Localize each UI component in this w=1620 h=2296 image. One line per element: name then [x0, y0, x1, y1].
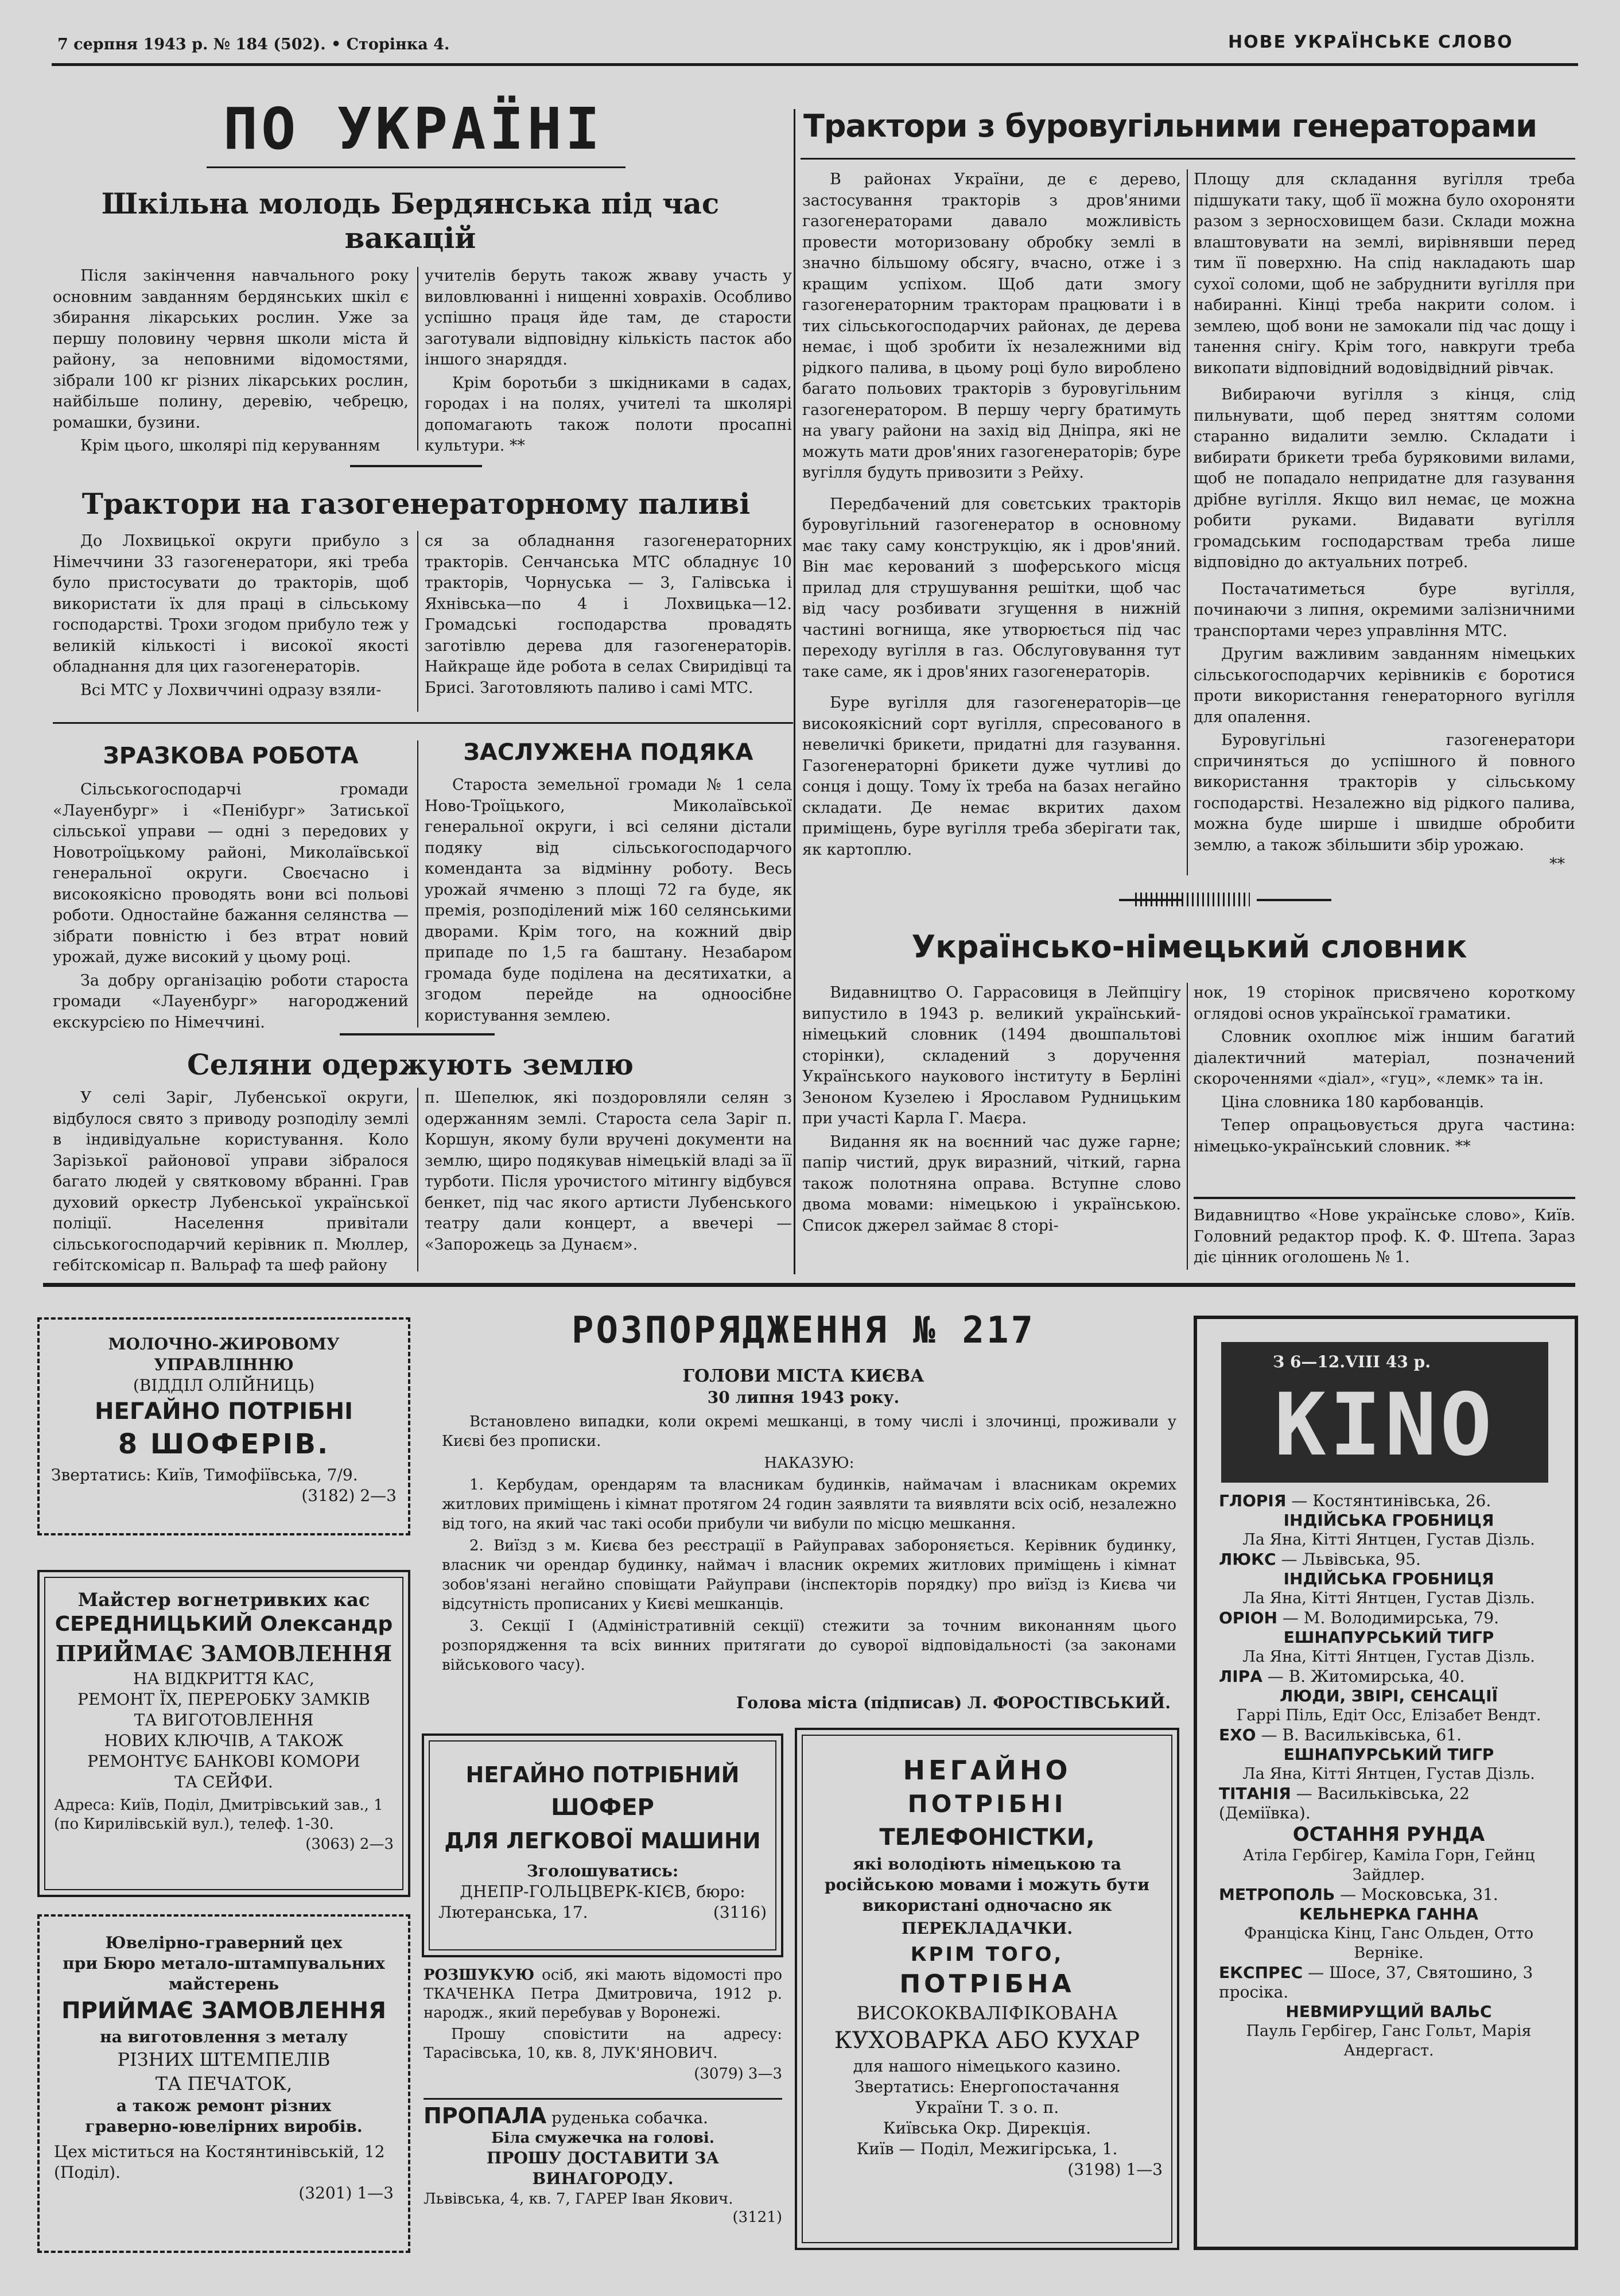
article-dictionary-col2: [1194, 983, 1575, 1159]
article-paragraph: Постачатиметься буре вугілля, починаючи з липня, окремими залізничними транспортами через управління МТС.: [1194, 580, 1575, 640]
kino-cinema: ЕХО: [1219, 1725, 1256, 1744]
kino-logo: KINO: [1274, 1375, 1495, 1475]
article-land-col2: [425, 1088, 792, 1258]
section-title-underline: [207, 166, 626, 168]
decree-signature: Голова міста (підписав) Л. ФОРОСТІВСЬКИЙ.: [736, 1693, 1171, 1712]
kino-cinema: ОРІОН: [1219, 1608, 1277, 1627]
article-paragraph: За добру організацію роботи староста громади «Лауенбург» нагороджений екскурсією по Німеччині.: [53, 971, 409, 1031]
article-title-tractors-gas: Трактори на газогенераторному паливі: [81, 487, 751, 521]
article-paragraph: Видавництво О. Гаррасовиця в Лейпцігу випустило в 1943 р. великий український-німецький словник (1494 двошпальтові сторінки), складений з доручення Українського наукового інституту в Берліні Зеноном Кузелею і Ярославом Рудницьким при участі Карла Г. Маєра.: [802, 984, 1181, 1127]
ad-line: Київська Окр. Дирекція.: [883, 2119, 1091, 2138]
ad-line: (ВІДДІЛ ОЛІЙНИЦЬ): [133, 1376, 315, 1395]
column-divider: [1187, 169, 1188, 875]
ad-line: майстерень: [168, 1975, 279, 1994]
column-divider: [417, 531, 418, 712]
kino-cinema: ГЛОРІЯ: [1219, 1491, 1287, 1510]
kino-cast: Ла Яна, Кітті Янтцен, Густав Дізль.: [1242, 1531, 1535, 1549]
column-divider: [417, 1088, 418, 1271]
article-paragraph: Староста земельної громади № 1 села Ново-Троїцького, Миколаївської генеральної округи, і всі селяни дістали подяку від сільськогосподарчого коменданта за відмінну роботу. Весь урожай ячменю з площі 72 га буде, як премія, розподілений між 160 селянськими дворами. Крім того, на кожний двір припаде по 1,5 га баштану. Незабаром громада буде поділена на десятихатки, а згодом перейде на одноосібне користування землею.: [425, 776, 792, 1025]
article-paragraph: В районах України, де є дерево, застосування тракторів з дров'яними газогенераторами давало можливість провести моторизовану обробку землі в значно більшому обсягу, вчасно, отже і з кращим успіхом. Щоб дати змогу газогенераторним тракторам працювати і в тих сільськогосподарчих районах, де дерева немає, і щоб зробити їх незалежними від рідкого палива, в цьому році було вироблено багато польових тракторів з буровугільним газогенератором. В першу чергу братимуть на увагу райони на захід від Дніпра, які не можуть мати дров'яних газогенераторів; буре вугілля будуть привозити з Рейху.: [802, 170, 1181, 482]
decree-title: РОЗПОРЯДЖЕННЯ № 217: [571, 1309, 1036, 1352]
ad-contact: Лютеранська, 17.: [438, 1903, 588, 1922]
kino-film: ЕШНАПУРСЬКИЙ ТИГР: [1283, 1628, 1494, 1647]
masthead: НОВЕ УКРАЇНСЬКЕ СЛОВО: [1228, 32, 1513, 52]
kino-list: [1219, 1491, 1559, 2061]
article-paragraph: Словник охоплює між іншим багатий діалектичний матеріал, позначений скороченнями «діал», «гуц», «лемк» та ін.: [1194, 1028, 1575, 1088]
ad-line: НА ВІДКРИТТЯ КАС,: [133, 1669, 314, 1688]
decree-intro: Встановлено випадки, коли окремі мешканці, в тому числі і злочинці, проживали у Києві без прописки.: [442, 1413, 1176, 1450]
article-tractors-gas-col2: [425, 531, 792, 701]
kino-cast: Атіла Гербігер, Каміла Горн, Гейнц Зайдлер.: [1242, 1847, 1535, 1884]
article-berdiansk-col2: [425, 266, 792, 459]
article-paragraph: Вибираючи вугілля з кінця, слід пильнувати, щоб перед зняттям соломи старанно видалити землю. Складати і вибирати брикети треба буряковими вилами, щоб не попадало непридатне для газування дрібне вугілля. Якщо вил немає, це можна робити руками. Видавати вугілля громадським господарствам треба лише відповідно до актуальних потреб.: [1194, 386, 1575, 571]
article-paragraph: До Лохвицької округи прибуло з Німеччини 33 газогенератори, які треба було пристосувати до тракторів, щоб використати їх для праці в сільському господарстві. Трохи згодом прибуло теж у великій кількості і високої якості обладнання для цих газогенераторів.: [53, 532, 409, 676]
kino-address: — Васильківська, 22 (Деміївка).: [1219, 1784, 1470, 1822]
kino-cast: Ла Яна, Кітті Янтцен, Густав Дізль.: [1242, 1765, 1535, 1783]
article-deserved-thanks: [425, 775, 792, 1029]
divider: [424, 2098, 782, 2100]
kino-film: НЕВМИРУЩИЙ ВАЛЬС: [1285, 2002, 1492, 2021]
ad-dairy-drivers: [37, 1317, 410, 1535]
imprint-rule: [1194, 1197, 1575, 1199]
article-dictionary-col1: [802, 983, 1181, 1239]
kino-film: ОСТАННЯ РУНДА: [1292, 1823, 1485, 1846]
kino-address: — В. Житомирська, 40.: [1267, 1667, 1465, 1686]
ad-code: (3116): [713, 1903, 767, 1922]
article-paragraph: Крім цього, школярі під керуванням: [80, 437, 380, 455]
page-center-divider: [794, 109, 795, 1274]
article-paragraph: У селі Заріг, Лубенської округи, відбулося свято з приводу розподілу землі в індивідуальне користування. Коло Зарізької районової управи зібралося багато людей у святковому вбранні. Грав духовий оркестр Лубенської української поліції. Населення привітали сільськогосподарчий керівник п. Мюллер, гебітскомісар п. Вальраф та шеф району: [53, 1089, 409, 1274]
article-paragraph: Площу для складання вугілля треба підшукати таку, щоб її можна було охороняти разом з зерносховищем бази. Склади можна влаштовувати на землі, вирівнявши перед тим її поверхню. На спід накладають шар сухої соломи, щоб не забруднити вугілля при набиранні. Кінці треба накрити солом. і землею, щоб вони не замокали під час дощу і танення снігу. Крім того, навкруги треба викопати відповідний водовідвідний рівчак.: [1194, 170, 1575, 377]
ad-line: України Т. з о. п.: [915, 2098, 1059, 2117]
ad-line: ДЛЯ ЛЕГКОВОЇ МАШИНИ: [444, 1828, 761, 1853]
ad-code: (3198) 1—3: [1067, 2160, 1163, 2179]
ad-line: а також ремонт різних: [116, 2096, 332, 2115]
ad-line: для нашого німецького казино.: [853, 2057, 1121, 2076]
ad-safe-master: [37, 1570, 410, 1897]
kino-entry: [1219, 1885, 1559, 1963]
kino-entry: [1219, 1784, 1559, 1885]
ad-line: МОЛОЧНО-ЖИРОВОМУ: [108, 1335, 340, 1353]
article-paragraph: Крім боротьби з шкідниками в садах, городах і на полях, учителі та школярі допомагають також полоти просапні культури. **: [425, 374, 792, 455]
imprint: [1194, 1205, 1575, 1271]
ad-text: Львівська, 4, кв. 7, ГАРЕР Іван Якович.: [424, 2190, 733, 2208]
kino-cast: Ла Яна, Кітті Янтцен, Густав Дізль.: [1242, 1589, 1535, 1607]
article-paragraph: Буре вугілля для газогенераторів—це високоякісний сорт вугілля, спресованого в невеличкі брикети, придатні для газування. Газогенераторні брикети дуже чутливі до сонця і дощу. Тому їх треба на базах негайно складати. Де немає вкритих дахом приміщень, буре вугілля треба зберігати так, як картоплю.: [802, 694, 1181, 859]
ad-line: ПРИЙМАЄ ЗАМОВЛЕННЯ: [55, 1640, 393, 1666]
kino-listings: [1194, 1316, 1578, 2250]
ad-line: використані одночасно як: [862, 1896, 1112, 1915]
ad-line: ТА СЕЙФИ.: [174, 1773, 273, 1791]
article-tractors-gas-col1: [53, 531, 409, 703]
ad-text: Прошу сповістити на адресу: Тарасівська, 10, кв. 8, ЛУК'ЯНОВИЧ.: [424, 2026, 782, 2062]
kino-dates: З 6—12.VIII 43 р.: [1273, 1352, 1431, 1371]
ad-line: на виготовлення з металу: [100, 2027, 348, 2046]
ad-line: ТЕЛЕФОНІСТКИ,: [879, 1824, 1095, 1851]
article-brown-coal-col1: [802, 169, 1181, 863]
kino-address: — В. Васильківська, 61.: [1261, 1725, 1462, 1744]
kino-logo-panel: [1221, 1342, 1548, 1483]
ad-line: граверно-ювелірних виробів.: [85, 2117, 363, 2136]
article-title-dictionary: Українсько-німецький словник: [911, 929, 1467, 965]
ad-line: ПОТРІБНІ: [907, 1790, 1067, 1818]
ad-line: СЕРЕДНИЦЬКИЙ Олександр: [55, 1612, 393, 1636]
ad-line: ПОТРІБНА: [899, 1969, 1075, 1999]
ad-contact: Зголошуватись:: [526, 1861, 679, 1880]
ad-line: Ювелірно-граверний цех: [105, 1933, 343, 1952]
ad-contact: Цех міститься на Костянтинівській, 12 (Поділ).: [54, 2142, 385, 2182]
ad-line: при Бюро метало-штампувальних: [63, 1954, 385, 1973]
ad-engraving: [37, 1914, 410, 2253]
decree-body: [442, 1412, 1176, 1677]
ad-line: КРІМ ТОГО,: [910, 1943, 1064, 1966]
ad-line: НЕГАЙНО: [903, 1755, 1071, 1786]
header-rule: [52, 63, 1578, 66]
imprint-text: Видавництво «Нове українське слово», Київ. Головний редактор проф. К. Ф. Штепа. Зараз діє цінник оголошень № 1.: [1194, 1207, 1575, 1266]
kino-cinema: ЛІРА: [1219, 1667, 1262, 1686]
decree-order: НАКАЗУЮ:: [764, 1455, 854, 1472]
kino-film: ІНДІЙСЬКА ГРОБНИЦЯ: [1283, 1569, 1494, 1588]
kino-entry: [1219, 1725, 1559, 1784]
ad-code: (3063) 2—3: [305, 1836, 394, 1853]
ad-line: Майстер вогнетривких кас: [77, 1589, 370, 1611]
section-title: ПО УКРАЇНІ: [223, 95, 604, 162]
ad-telephonists: [795, 1728, 1179, 2250]
ad-lead: РОЗШУКУЮ: [424, 1967, 535, 1984]
article-paragraph: Тепер опрацьовується друга частина: німецько-український словник. **: [1194, 1116, 1575, 1155]
ad-line: УПРАВЛІННЮ: [154, 1355, 294, 1374]
ad-line: 8 ШОФЕРІВ.: [118, 1428, 330, 1460]
decree-point: 3. Секції І (Адміністративній секції) стежити за точним виконанням цього розпорядження та всіх винних притягати до суворої відповідальності (за законами військового часу).: [442, 1618, 1176, 1674]
end-mark: **: [1549, 855, 1565, 873]
kino-address: — Костянтинівська, 26.: [1291, 1491, 1491, 1510]
kino-entry: [1219, 1491, 1559, 1550]
ad-search-person: [424, 1966, 782, 2082]
ad-line: ВИСОКОКВАЛІФІКОВАНА: [856, 2002, 1118, 2024]
kino-entry: [1219, 1963, 1559, 2061]
ad-lost-dog: [424, 2105, 782, 2226]
ad-code: (3182) 2—3: [301, 1486, 397, 1505]
ad-line: ШОФЕР: [551, 1794, 654, 1821]
article-paragraph: Видання як на воєнний час дуже гарне; папір чистий, друк виразний, чіткий, гарна також полотняна оправа. Вступне слово двома мовами: німецькою і українською. Список джерел займає 8 сторі-: [802, 1133, 1181, 1235]
ad-line: російською мовами і можуть бути: [825, 1875, 1149, 1894]
kino-address: — Московська, 31.: [1340, 1885, 1498, 1904]
article-title-deserved-thanks: ЗАСЛУЖЕНА ПОДЯКА: [463, 739, 753, 766]
issue-line: 7 серпня 1943 р. № 184 (502). • Сторінка 4.: [57, 36, 450, 53]
ad-text-body: осіб, які мають відомості про ТКАЧЕНКА Петра Дмитровича, 1912 р. народж., який перебував у Воронежі.: [424, 1967, 782, 2022]
article-land-col1: [53, 1088, 409, 1279]
column-divider: [1187, 983, 1188, 1270]
kino-entry: [1219, 1608, 1559, 1667]
article-paragraph: Ціна словника 180 карбованців.: [1221, 1093, 1485, 1111]
kino-entry: [1219, 1550, 1559, 1608]
title-underline: [801, 158, 1575, 160]
kino-cast: Ла Яна, Кітті Янтцен, Густав Дізль.: [1242, 1648, 1535, 1666]
divider: [340, 1033, 495, 1035]
ad-line: ПРИЙМАЄ ЗАМОВЛЕННЯ: [61, 1998, 386, 2024]
kino-cinema: ЕКСПРЕС: [1219, 1963, 1303, 1982]
kino-address: — Шосе, 37, Святошино, 3 просіка.: [1219, 1963, 1533, 2002]
ad-line: НЕГАЙНО ПОТРІБНІ: [95, 1398, 353, 1425]
ad-code: (3201) 1—3: [298, 2183, 394, 2202]
ad-lead: ПРОПАЛА: [424, 2103, 547, 2128]
ad-code: (3079) 3—3: [694, 2065, 782, 2082]
article-title-berdiansk: Шкільна молодь Бердянська під час вакацій: [101, 187, 720, 255]
divider: [53, 722, 793, 724]
article-title-exemplary-work: ЗРАЗКОВА РОБОТА: [103, 743, 359, 769]
ad-text: Біла смужечка на голові.: [491, 2130, 714, 2147]
column-divider: [417, 740, 418, 1027]
ad-line: ПЕРЕКЛАДАЧКИ.: [901, 1919, 1073, 1938]
ornament-rule-right: [1257, 899, 1331, 901]
ads-separator: [43, 1283, 1575, 1287]
ad-line: РЕМОНТ ЇХ, ПЕРЕРОБКУ ЗАМКІВ: [77, 1690, 370, 1709]
kino-film: КЕЛЬНЕРКА ГАННА: [1299, 1905, 1479, 1923]
ornament: [1135, 893, 1250, 906]
ad-contact: Адреса: Київ, Поділ, Дмитрівський зав., 1 (по Кирилівській вул.), телеф. 1-30.: [54, 1797, 383, 1833]
article-paragraph: Передбачений для совєтських тракторів буровугільний газогенератор в основному має таку саму конструкцію, як і дров'яний. Він має керований з шоферського місця прилад для струшування решітки, щоб час від часу розбивати згущення в нижній частині вогнища, яке утворюється під час переходу вугілля в газ. Обслуговування тут таке саме, як і дров'яних газогенераторів.: [802, 495, 1181, 681]
article-exemplary-work: [53, 779, 409, 1035]
article-berdiansk-col1: [53, 266, 409, 459]
article-paragraph: п. Шепелюк, які поздоровляли селян з одержанням землі. Староста села Заріг п. Коршун, якому були вручені документи на землю, щиро подякував німецькій владі за її турботи. Після урочистого мітингу відбувся бенкет, під час якого артисти Лубенського театру дали концерт, а ввечері — «Запорожець за Дунаєм».: [425, 1089, 792, 1254]
decree-point: 1. Кербудам, орендарям та власникам будинків, наймачам і власникам окремих житлових приміщень і кімнат протягом 24 годин заявляти та виявляти всіх осіб, незалежно від того, на який час такі особи прибули чи вибули по місцю мешкання.: [442, 1476, 1176, 1533]
ad-text-body: руденька собачка.: [551, 2108, 708, 2127]
kino-entry: [1219, 1667, 1559, 1725]
article-paragraph: ся за обладнання газогенераторних тракторів. Сенчанська МТС обладнує 10 тракторів, Чорнуська — 3, Галівська і Яхнівська—по 4 і Лохвицька—12. Громадські господарства провадять заготівлю дерева для газогенераторів. Найкраще йде робота в селах Свиридівці та Брисі. Заготовляють паливо і самі МТС.: [425, 532, 792, 697]
decree-subtitle: ГОЛОВИ МІСТА КИЄВА: [682, 1366, 924, 1386]
kino-film: ІНДІЙСЬКА ГРОБНИЦЯ: [1283, 1511, 1494, 1530]
kino-cast: Гаррі Піль, Едіт Осс, Елізабет Вендт.: [1236, 1707, 1541, 1724]
ad-line: Звертатись: Енергопостачання: [854, 2077, 1120, 2096]
ad-line: РЕМОНТУЄ БАНКОВІ КОМОРИ: [87, 1752, 360, 1771]
ad-line: НЕГАЙНО ПОТРІБНИЙ: [465, 1762, 740, 1787]
ad-line: РІЗНИХ ШТЕМПЕЛІВ: [117, 2049, 331, 2070]
article-paragraph: Після закінчення навчального року основним завданням бердянських шкіл є збирання лікарських рослин. Уже за першу половину червня школи міста й району, за неповними відомостями, зібрали 100 кг різних лікарських рослин, найбільше полину, деревію, чебрецю, ромашки, бузини.: [53, 267, 409, 432]
ad-line: ТА ПЕЧАТОК,: [155, 2073, 293, 2095]
ad-contact: Звертатись: Київ, Тимофіївська, 7/9.: [51, 1465, 358, 1484]
kino-cast: Пауль Гербігер, Ганс Гольт, Марія Андергаст.: [1246, 2022, 1532, 2060]
ad-text: [424, 2105, 782, 2128]
ad-line: Київ — Поділ, Межигірська, 1.: [856, 2139, 1118, 2158]
ad-line: які володіють німецькою та: [853, 1855, 1121, 1874]
article-paragraph: Другим важливим завданням німецьких сільськогосподарчих керівників є боротися проти використання генераторного вугілля для опалення.: [1194, 645, 1575, 726]
kino-film: ЕШНАПУРСЬКИЙ ТИГР: [1283, 1745, 1494, 1764]
article-brown-coal-col2: [1194, 169, 1575, 858]
article-title-land: Селяни одержують землю: [187, 1048, 634, 1081]
kino-cinema: ТІТАНІЯ: [1219, 1784, 1291, 1803]
ad-text: [424, 1966, 782, 2023]
ad-code: (3121): [732, 2209, 782, 2226]
article-paragraph: Сільськогосподарчі громади «Лауенбург» і «Пенібург» Затиської сільської управи — одні з передових у Новотроїцькому районі, Миколаївської генеральної округи. Своєчасно і високоякісно проводять вони всі польові роботи. Одностайне бажання селянства — зібрати повністю і без втрат новий урожай, дуже високий у цьому році.: [53, 781, 409, 966]
decree-date: 30 липня 1943 року.: [707, 1388, 900, 1407]
ad-text: ПРОШУ ДОСТАВИТИ ЗА ВИНАГОРОДУ.: [486, 2148, 720, 2188]
kino-film: ЛЮДИ, ЗВІРІ, СЕНСАЦІЇ: [1280, 1686, 1498, 1705]
divider: [350, 465, 482, 467]
ad-line: НОВИХ КЛЮЧІВ, А ТАКОЖ: [104, 1731, 344, 1750]
column-divider: [417, 267, 418, 451]
kino-address: — Львівська, 95.: [1281, 1550, 1421, 1569]
decree-point: 2. Виїзд з м. Києва без реєстрації в Райуправах забороняється. Керівник будинку, власник чи орендар будинку, наймач і власник окремих житлових приміщень і кімнат зобов'язані негайно сповіщати Райуправи (інспекторів порядку) про виїзд із Києва чи відсутність прописаних у Києві мешканців.: [442, 1537, 1176, 1613]
ad-line: ТА ВИГОТОВЛЕННЯ: [134, 1711, 314, 1729]
article-paragraph: учителів беруть також жваву участь у виловлюванні і нищенні ховрахів. Особливо успішно праця йде там, де старости заготували відповідну кількість пасток або іншого знаряддя.: [425, 267, 792, 369]
ad-car-driver: [422, 1733, 783, 1957]
article-title-brown-coal-tractors: Трактори з буровугільними генераторами: [803, 108, 1537, 144]
kino-cinema: ЛЮКС: [1219, 1550, 1276, 1569]
ad-line: КУХОВАРКА АБО КУХАР: [834, 2027, 1140, 2054]
article-paragraph: нок, 19 сторінок присвячено короткому оглядові основ української граматики.: [1194, 984, 1575, 1023]
ad-contact: ДНЕПР-ГОЛЬЦВЕРК-КІЄВ, бюро:: [460, 1882, 745, 1901]
kino-cinema: МЕТРОПОЛЬ: [1219, 1885, 1335, 1904]
kino-cast: Франціска Кінц, Ганс Ольден, Отто Верніке.: [1244, 1925, 1534, 1962]
article-paragraph: Всі МТС у Лохвиччині одразу взяли-: [80, 681, 382, 699]
kino-address: — М. Володимирська, 79.: [1282, 1608, 1499, 1627]
article-paragraph: Буровугільні газогенератори спричиняться до успішного й повного використання тракторів у сільському господарстві. Незалежно від рідкого палива, можна буде ширше і швидше обробити землю, а також збільшити збір урожаю.: [1194, 731, 1575, 854]
